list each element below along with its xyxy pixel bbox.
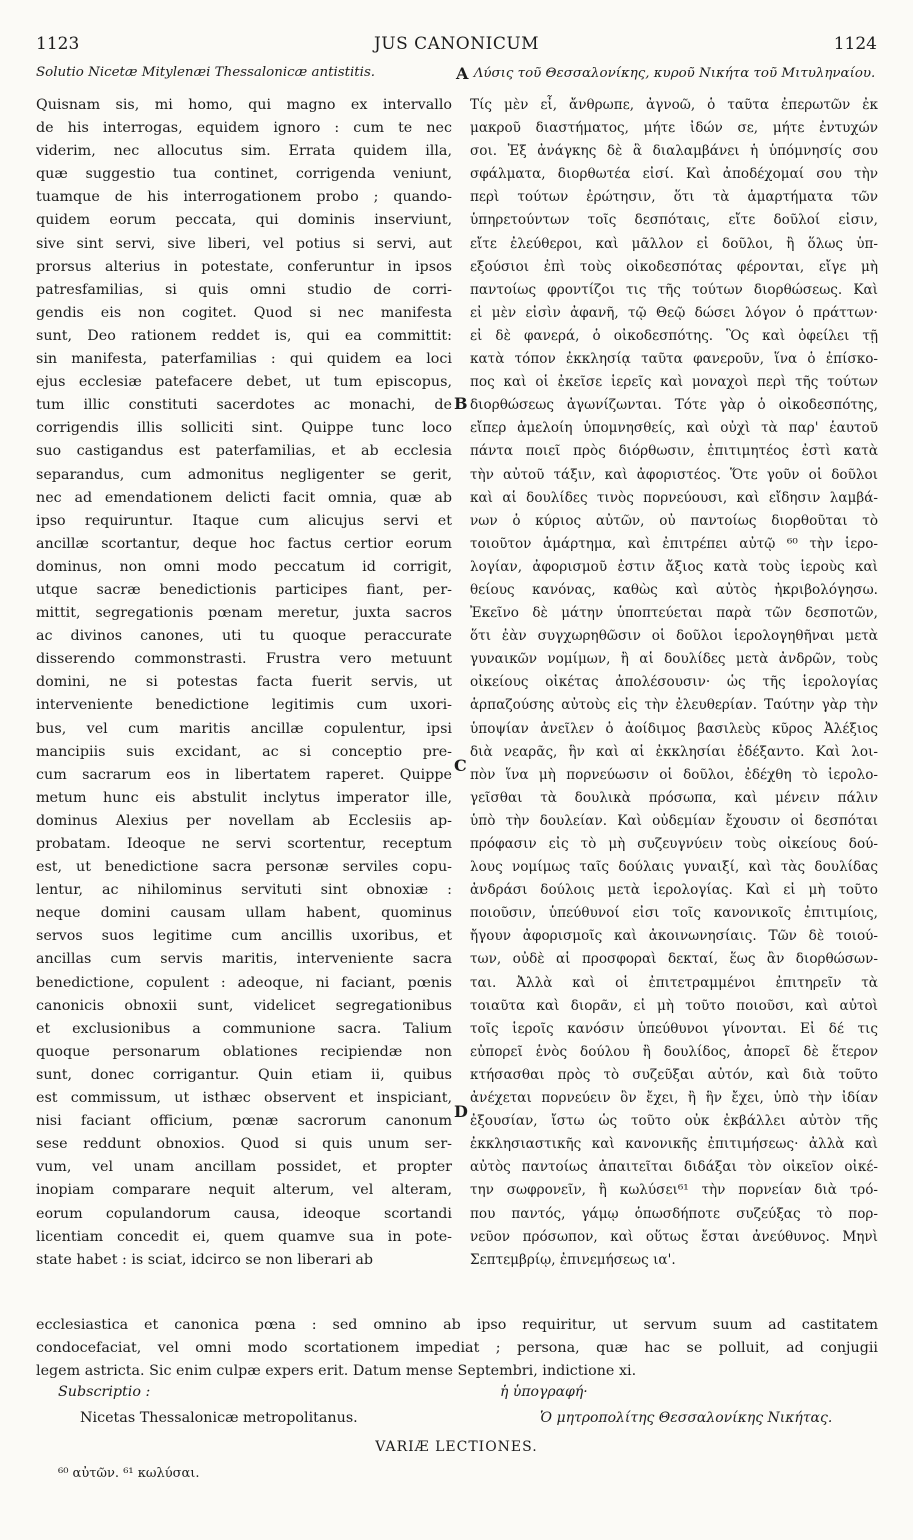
latin-text-line: licentiam concedit ei, quem quamve sua in pote- bbox=[36, 1228, 452, 1245]
greek-text-line: κτήσασθαι πρὸς τὸ συζεῦξαι αὐτόν, καὶ διὰ τοῦτο bbox=[470, 1066, 878, 1083]
greek-text-line: ται. Ἀλλὰ καὶ οἱ ἐπιτετραμμένοι ἐπιτηρεῖν τὰ bbox=[470, 974, 878, 991]
latin-text-line: benedictione, copulent : adeoque, ni faciant, pœnis bbox=[36, 974, 452, 991]
latin-text-line: tum illic constituti sacerdotes ac monachi, de bbox=[36, 397, 452, 414]
greek-text-line: περὶ τούτων ἐρώτησιν, ὅτι τὰ ἁμαρτήματα τῶν bbox=[470, 189, 878, 206]
greek-text-line: που παντός, γάμῳ ὁπωσδήποτε συζεύξας τὸ πορ- bbox=[470, 1205, 878, 1222]
latin-text-line: de his interrogas, equidem ignoro : cum te nec bbox=[36, 120, 452, 137]
greek-text-line: εἴτε ἐλεύθεροι, καὶ μᾶλλον εἰ δοῦλοι, ἢ ὅλως ὑπ- bbox=[470, 235, 878, 252]
latin-text-line: ancillæ scortantur, deque hoc factus certior eorum bbox=[36, 535, 452, 552]
latin-text-line: sunt, donec corrigantur. Quin etiam ii, quibus bbox=[36, 1066, 452, 1083]
latin-text-line: canonicis obnoxii sunt, videlicet segregationibus bbox=[36, 997, 452, 1014]
latin-text-line: est, ut benedictione sacra personæ serviles copu- bbox=[36, 859, 452, 876]
greek-text-line: ἁρπαζούσης αὐτοὺς εἰς τὴν ἐλευθερίαν. Ταύτην γὰρ τὴν bbox=[470, 697, 878, 714]
latin-text-line: disserendo commonstrasti. Frustra vero metuunt bbox=[36, 651, 452, 668]
latin-text-line: sunt, Deo rationem reddet is, qui ea committit: bbox=[36, 327, 452, 344]
running-title: JUS CANONICUM bbox=[373, 34, 540, 54]
latin-column bbox=[36, 94, 452, 1272]
greek-text-line: καὶ αἱ δουλίδες τινὸς πορνεύουσι, καὶ εἴδησιν λαμβά- bbox=[470, 489, 878, 506]
latin-text-line: bus, vel cum maritis ancillæ copulentur, ipsi bbox=[36, 720, 452, 737]
page-number-right: 1124 bbox=[833, 34, 877, 54]
latin-text-line: utque sacræ benedictionis participes fiant, per- bbox=[36, 581, 452, 598]
latin-text-line: est commissum, ut isthæc observent et inspiciant, bbox=[36, 1090, 452, 1107]
latin-text-line: gendis eis non cogitet. Quod si nec manifesta bbox=[36, 304, 452, 321]
latin-text-line: ancillas cum servis maritis, interveniente sacra bbox=[36, 951, 452, 968]
latin-text-line: servos suos legitime cum ancillis uxoribus, et bbox=[36, 928, 452, 945]
latin-text-line: et exclusionibus a communione sacra. Talium bbox=[36, 1020, 452, 1037]
latin-text-line: cum sacrarum eos in libertatem raperet. Quippe bbox=[36, 766, 452, 783]
greek-text-line: εἰ μὲν εἰσὶν ἀφανῆ, τῷ Θεῷ δώσει λόγον ὁ πράττων· bbox=[470, 304, 878, 321]
greek-text-line: κατὰ τόπον ἐκκλησίᾳ ταῦτα φανεροῦν, ἵνα ὁ ἐπίσκο- bbox=[470, 351, 878, 368]
latin-text-line: sive sint servi, sive liberi, vel potius si servi, aut bbox=[36, 235, 452, 252]
greek-text-line: Τίς μὲν εἶ, ἄνθρωπε, ἀγνοῶ, ὁ ταῦτα ἐπερωτῶν ἐκ bbox=[470, 97, 878, 113]
greek-text-line: πὸν ἵνα μὴ πορνεύωσιν οἱ δοῦλοι, ἐδέχθη τὸ ἱερολο- bbox=[470, 766, 878, 783]
greek-text-line: παντοίως φροντίζοι τις τῆς τούτων διορθώσεως. Καὶ bbox=[470, 281, 878, 298]
section-marker-b: B bbox=[454, 394, 468, 413]
latin-text-line: dominus, non omni modo peccatum id corrigit, bbox=[36, 558, 452, 575]
latin-text-line: vum, vel unam ancillam possidet, et propter bbox=[36, 1159, 452, 1176]
latin-text-line: state habet : is sciat, idcirco se non liberari ab bbox=[36, 1251, 374, 1268]
latin-text-line: dominus Alexius per novellam ab Ecclesiis ap- bbox=[36, 812, 452, 829]
greek-text-line: νων ὁ κύριος αὐτῶν, οὐ παντοίως διορθοῦται τὸ bbox=[470, 512, 878, 529]
greek-text-line: τοῖς ἱεροῖς κανόσιν ὑπεύθυνοι γίνονται. Εἰ δέ τις bbox=[470, 1020, 878, 1037]
page-header bbox=[36, 34, 877, 60]
greek-text-line: θείους κανόνας, καθὼς καὶ αὐτὸς ἠκριβολόγησω. bbox=[470, 581, 878, 598]
full-width-text-line: ecclesiastica et canonica pœna : sed omnino ab ipso requiritur, ut servum suum ad castitatem bbox=[36, 1317, 878, 1333]
greek-text-line: λογίαν, ἀφορισμοῦ ἐστιν ἄξιος κατὰ τοὺς ἱεροὺς καὶ bbox=[470, 558, 878, 575]
greek-column bbox=[470, 94, 878, 1272]
greek-text-line: γεῖσθαι τὰ δουλικὰ πρόσωπα, καὶ μένειν πάλιν bbox=[470, 789, 878, 806]
greek-subscription-name: Ὁ μητροπολίτης Θεσσαλονίκης Νικήτας. bbox=[540, 1410, 833, 1426]
greek-text-line: διορθώσεως ἀγωνίζωνται. Τότε γὰρ ὁ οἰκοδεσπότης, bbox=[470, 397, 878, 414]
greek-text-line: διὰ νεαρᾶς, ἣν καὶ αἱ ἐκκλησίαι ἐδέξαντο. Καὶ λοι- bbox=[470, 743, 878, 760]
latin-text-line: eorum copulandorum causa, ideoque scortandi bbox=[36, 1205, 452, 1222]
greek-text-line: ἀνδράσι δούλοις μετὰ ἱερολογίας. Καὶ εἰ μὴ τοῦτο bbox=[470, 882, 878, 899]
greek-subtitle: Λύσις τοῦ Θεσσαλονίκης, κυροῦ Νικήτα τοῦ Μιτυληναίου. bbox=[473, 66, 876, 81]
latin-subscription-name: Nicetas Thessalonicæ metropolitanus. bbox=[80, 1410, 358, 1426]
full-width-text-line: legem astricta. Sic enim culpæ expers erit. Datum mense Septembri, indictione xi. bbox=[36, 1363, 637, 1380]
section-marker-d: D bbox=[454, 1102, 468, 1121]
greek-text-line: σοι. Ἐξ ἀνάγκης δὲ ἃ διαλαμβάνει ἡ ὑπόμνησίς σου bbox=[470, 143, 878, 160]
greek-text-line: τοιαῦτα καὶ διορᾶν, εἰ μὴ τοῦτο ποιοῦσι, καὶ αὐτοὶ bbox=[470, 997, 878, 1014]
latin-text-line: prorsus alterius in potestate, conferuntur in ipsos bbox=[36, 258, 452, 275]
page-number-left: 1123 bbox=[36, 34, 80, 54]
latin-text-line: lentur, ac nihilominus servituti sint obnoxiæ : bbox=[36, 882, 452, 899]
greek-text-line: ὑπὸ τὴν δουλείαν. Καὶ οὐδεμίαν ἔχουσιν οἱ δεσπόται bbox=[470, 812, 878, 829]
latin-subscription-label: Subscriptio : bbox=[58, 1384, 151, 1400]
full-width-text-line: condocefaciat, vel omni modo scortationem impediat ; persona, quæ hac se polluit, ad conjugii bbox=[36, 1340, 878, 1357]
latin-text-line: sin manifesta, paterfamilias : qui quidem ea loci bbox=[36, 351, 452, 368]
footnotes: ⁶⁰ αὐτῶν. ⁶¹ κωλύσαι. bbox=[58, 1466, 200, 1481]
greek-text-line: μακροῦ διαστήματος, μήτε ἰδών σε, μήτε ἐντυχών bbox=[470, 120, 878, 137]
section-marker-a: A bbox=[456, 64, 469, 83]
section-marker-c: C bbox=[454, 756, 467, 775]
latin-text-line: metum hunc eis abstulit inclytus imperator ille, bbox=[36, 789, 452, 806]
latin-text-line: corrigendis illis solliciti sint. Quippe tunc loco bbox=[36, 420, 452, 437]
greek-text-line: λους νομίμως ταῖς δούλαις γυναιξί, καὶ τὰς δουλίδας bbox=[470, 859, 878, 876]
latin-text-line: quoque personarum oblationes recipiendæ non bbox=[36, 1043, 452, 1060]
latin-text-line: Quisnam sis, mi homo, qui magno ex intervallo bbox=[36, 97, 452, 113]
greek-text-line: αὐτὸς παντοίως ἀπαιτεῖται διδάξαι τὸν οἰκεῖον οἰκέ- bbox=[470, 1159, 878, 1176]
latin-text-line: suo castigandus est paterfamilias, et ab ecclesia bbox=[36, 443, 452, 460]
greek-text-line: νεῦον πρόσωπον, καὶ οὕτως ἔσται ἀνεύθυνος. Μηνὶ bbox=[470, 1228, 878, 1245]
greek-text-line: εἴπερ ἀμελοίη ὑπομνησθείς, καὶ οὐχὶ τὰ παρ' ἑαυτοῦ bbox=[470, 420, 878, 437]
full-width-text bbox=[36, 1314, 878, 1383]
greek-text-line: ἤγουν ἀφορισμοῖς καὶ ἀκοινωνησίαις. Τῶν δὲ τοιού- bbox=[470, 928, 878, 945]
greek-text-line: ὑποψίαν ἀνεῖλεν ὁ ἀοίδιμος βασιλεὺς κῦρος Ἀλέξιος bbox=[470, 720, 878, 737]
latin-text-line: ejus ecclesiæ patefacere debet, ut tum episcopus, bbox=[36, 374, 452, 391]
greek-text-line: πάντα ποιεῖ πρὸς διόρθωσιν, ἐπιτιμητέος ἐστὶ κατὰ bbox=[470, 443, 878, 460]
greek-text-line: τὴν αὐτοῦ τάξιν, καὶ ἀφοριστέος. Ὅτε γοῦν οἱ δοῦλοι bbox=[470, 466, 878, 483]
greek-text-line: των, οὐδὲ αἱ προσφοραὶ δεκταί, ἕως ἂν διορθώσων- bbox=[470, 951, 878, 968]
greek-text-line: σφάλματα, διορθωτέα εἰσί. Καὶ ἀποδέχομαί σου τὴν bbox=[470, 166, 878, 183]
greek-text-line: ἐκκλησιαστικῆς καὶ κανονικῆς ἐπιτιμήσεως· ἀλλὰ καὶ bbox=[470, 1136, 878, 1153]
latin-text-line: neque domini causam ullam habent, quominus bbox=[36, 905, 452, 922]
greek-text-line: ποιοῦσιν, ὑπεύθυνοί εἰσι τοῖς κανονικοῖς ἐπιτιμίοις, bbox=[470, 905, 878, 922]
latin-text-line: inopiam comparare nequit alterum, vel alteram, bbox=[36, 1182, 452, 1199]
latin-text-line: nisi faciant officium, pœnæ sacrorum canonum bbox=[36, 1113, 452, 1130]
greek-text-line: πος καὶ οἱ ἐκεῖσε ἱερεῖς καὶ μοναχοὶ περὶ τῆς τούτων bbox=[470, 374, 878, 391]
variae-lectiones-heading: VARIÆ LECTIONES. bbox=[375, 1439, 538, 1455]
greek-text-line: οἰκείους οἰκέτας ἀπολέσουσιν· ὡς τῆς ἱερολογίας bbox=[470, 674, 878, 691]
greek-text-line: γυναικῶν νομίμων, ἢ αἱ δουλίδες μετὰ ἀνδρῶν, τοὺς bbox=[470, 651, 878, 668]
latin-text-line: interveniente benedictione legitimis cum uxori- bbox=[36, 697, 452, 714]
latin-text-line: mittit, segregationis pœnam meretur, juxta sacros bbox=[36, 605, 452, 622]
latin-text-line: tuamque de his interrogationem probo ; quando- bbox=[36, 189, 452, 206]
latin-text-line: patresfamilias, si quis omni studio de corri- bbox=[36, 281, 452, 298]
latin-text-line: mancipiis suis excidant, ac si conceptio pre- bbox=[36, 743, 452, 760]
greek-text-line: ἐξουσίαν, ἴστω ὡς τοῦτο οὐκ ἐκβάλλει αὐτὸν τῆς bbox=[470, 1113, 878, 1130]
greek-text-line: Σεπτεμβρίῳ, ἐπινεμήσεως ια'. bbox=[470, 1251, 676, 1268]
greek-text-line: πρόφασιν εἰς τὸ μὴ συζευγνύειν τοὺς οἰκείους δού- bbox=[470, 836, 878, 852]
greek-text-line: ὅτι ἐὰν συγχωρηθῶσιν οἱ δοῦλοι ἱερολογηθῆναι μετὰ bbox=[470, 628, 878, 645]
greek-subscription-label: ἡ ὑπογραφή· bbox=[500, 1384, 588, 1400]
greek-text-line: τοιοῦτον ἁμάρτημα, καὶ ἐπιτρέπει αὐτῷ ⁶⁰ τὴν ἱερο- bbox=[470, 535, 878, 552]
latin-text-line: separandus, cum admonitus negligenter se gerit, bbox=[36, 466, 452, 483]
latin-subtitle: Solutio Nicetæ Mitylenæi Thessalonicæ antistitis. bbox=[36, 65, 376, 80]
greek-text-line: εὐπορεῖ ἑνὸς δούλου ἢ δουλίδος, ἀπορεῖ δὲ ἕτερον bbox=[470, 1043, 878, 1060]
greek-text-line: Ἐκεῖνο δὲ μάτην ὑποπτεύεται παρὰ τῶν δεσποτῶν, bbox=[470, 605, 878, 622]
latin-text-line: quæ suggestio tua continet, corrigenda veniunt, bbox=[36, 166, 452, 183]
latin-text-line: sese reddunt obnoxios. Quod si quis unum ser- bbox=[36, 1136, 452, 1153]
latin-text-line: quidem eorum peccata, qui dominis inserviunt, bbox=[36, 212, 452, 229]
latin-text-line: ipso requiruntur. Itaque cum alicujus servi et bbox=[36, 512, 452, 529]
greek-text-line: εξούσιοι ἐπὶ τοὺς οἰκοδεσπότας φέρονται, εἴγε μὴ bbox=[470, 258, 878, 275]
greek-text-line: εἰ δὲ φανερά, ὁ οἰκοδεσπότης. Ὃς καὶ ὀφείλει τῇ bbox=[470, 327, 878, 344]
greek-text-line: ἀνέχεται πορνεύειν ὃν ἔχει, ἢ ἣν ἔχει, ὑπὸ τὴν ἰδίαν bbox=[470, 1090, 878, 1107]
latin-text-line: ac divinos canones, uti tu quoque peraccurate bbox=[36, 628, 452, 645]
greek-text-line: ὑπηρετούντων τοῖς δεσπόταις, εἴτε δοῦλοί εἰσιν, bbox=[470, 212, 878, 229]
latin-text-line: domini, ne si potestas facta fuerit servis, ut bbox=[36, 674, 452, 691]
greek-text-line: την σωφρονεῖν, ἢ κωλύσει⁶¹ τὴν πορνείαν διὰ τρό- bbox=[470, 1182, 878, 1199]
latin-text-line: viderim, nec allocutus sim. Errata quidem illa, bbox=[36, 143, 452, 160]
latin-text-line: nec ad emendationem delicti facit omnia, quæ ab bbox=[36, 489, 452, 506]
latin-text-line: probatam. Ideoque ne servi scortentur, receptum bbox=[36, 836, 452, 852]
